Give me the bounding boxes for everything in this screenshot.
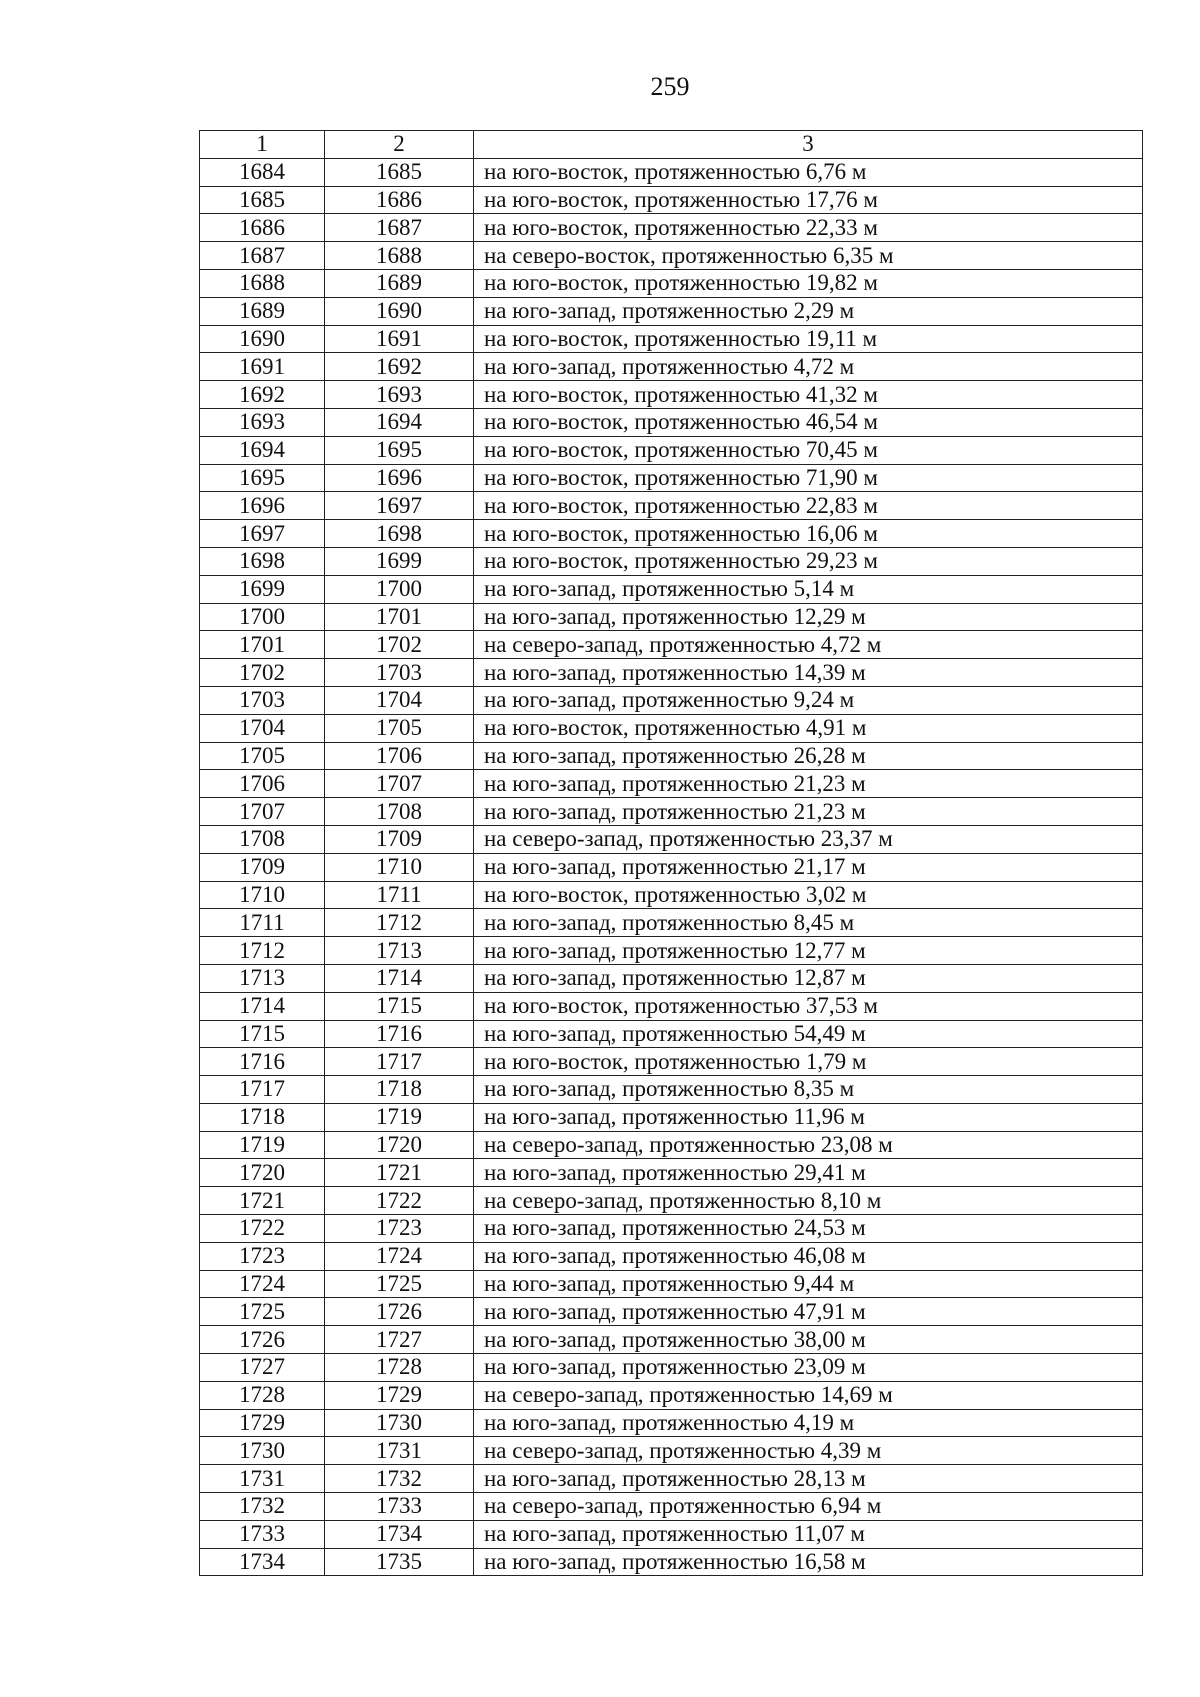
point-to-cell: 1732: [325, 1465, 474, 1493]
point-from-cell: 1714: [200, 992, 325, 1020]
point-from-cell: 1705: [200, 742, 325, 770]
point-to-cell: 1731: [325, 1437, 474, 1465]
table-row: [200, 1076, 1143, 1104]
description-cell: на северо-запад, протяженностью 23,08 м: [474, 1131, 1143, 1159]
table-row: [200, 1437, 1143, 1465]
point-from-cell: 1693: [200, 408, 325, 436]
table-row: [200, 381, 1143, 409]
table-row: [200, 325, 1143, 353]
table-row: [200, 1103, 1143, 1131]
point-to-cell: 1720: [325, 1131, 474, 1159]
point-to-cell: 1691: [325, 325, 474, 353]
description-cell: на юго-запад, протяженностью 21,17 м: [474, 853, 1143, 881]
table-row: [200, 1159, 1143, 1187]
point-to-cell: 1729: [325, 1381, 474, 1409]
point-from-cell: 1706: [200, 770, 325, 798]
description-cell: на юго-запад, протяженностью 12,77 м: [474, 937, 1143, 965]
table-row: [200, 269, 1143, 297]
point-from-cell: 1717: [200, 1076, 325, 1104]
point-from-cell: 1700: [200, 603, 325, 631]
point-from-cell: 1685: [200, 186, 325, 214]
table-row: [200, 1520, 1143, 1548]
description-cell: на юго-восток, протяженностью 71,90 м: [474, 464, 1143, 492]
description-cell: на юго-запад, протяженностью 5,14 м: [474, 575, 1143, 603]
table-row: [200, 659, 1143, 687]
point-to-cell: 1723: [325, 1215, 474, 1243]
point-from-cell: 1724: [200, 1270, 325, 1298]
description-cell: на юго-запад, протяженностью 12,29 м: [474, 603, 1143, 631]
description-cell: на северо-запад, протяженностью 8,10 м: [474, 1187, 1143, 1215]
point-to-cell: 1686: [325, 186, 474, 214]
description-cell: на юго-восток, протяженностью 22,83 м: [474, 492, 1143, 520]
point-from-cell: 1689: [200, 297, 325, 325]
table-row: [200, 1326, 1143, 1354]
point-to-cell: 1706: [325, 742, 474, 770]
description-cell: на юго-восток, протяженностью 22,33 м: [474, 214, 1143, 242]
point-from-cell: 1720: [200, 1159, 325, 1187]
description-cell: на юго-запад, протяженностью 28,13 м: [474, 1465, 1143, 1493]
description-cell: на юго-запад, протяженностью 8,45 м: [474, 909, 1143, 937]
point-to-cell: 1698: [325, 520, 474, 548]
point-to-cell: 1695: [325, 436, 474, 464]
column-header-2: 2: [325, 131, 474, 159]
point-to-cell: 1724: [325, 1242, 474, 1270]
point-to-cell: 1693: [325, 381, 474, 409]
description-cell: на юго-запад, протяженностью 47,91 м: [474, 1298, 1143, 1326]
description-cell: на юго-запад, протяженностью 9,44 м: [474, 1270, 1143, 1298]
table-row: [200, 575, 1143, 603]
description-cell: на юго-запад, протяженностью 54,49 м: [474, 1020, 1143, 1048]
description-cell: на юго-восток, протяженностью 19,82 м: [474, 269, 1143, 297]
point-to-cell: 1704: [325, 686, 474, 714]
point-from-cell: 1692: [200, 381, 325, 409]
point-to-cell: 1716: [325, 1020, 474, 1048]
table-row: [200, 464, 1143, 492]
point-to-cell: 1728: [325, 1354, 474, 1382]
point-to-cell: 1690: [325, 297, 474, 325]
point-to-cell: 1718: [325, 1076, 474, 1104]
point-from-cell: 1718: [200, 1103, 325, 1131]
point-to-cell: 1702: [325, 631, 474, 659]
table-row: [200, 297, 1143, 325]
point-from-cell: 1684: [200, 158, 325, 186]
description-cell: на юго-запад, протяженностью 2,29 м: [474, 297, 1143, 325]
description-cell: на юго-запад, протяженностью 11,96 м: [474, 1103, 1143, 1131]
table-row: [200, 1020, 1143, 1048]
point-to-cell: 1688: [325, 242, 474, 270]
page-number: 259: [650, 72, 690, 101]
point-from-cell: 1701: [200, 631, 325, 659]
point-to-cell: 1699: [325, 547, 474, 575]
point-from-cell: 1690: [200, 325, 325, 353]
table-row: [200, 1048, 1143, 1076]
point-from-cell: 1732: [200, 1493, 325, 1521]
point-from-cell: 1687: [200, 242, 325, 270]
point-from-cell: 1686: [200, 214, 325, 242]
description-cell: на юго-запад, протяженностью 46,08 м: [474, 1242, 1143, 1270]
table-row: [200, 353, 1143, 381]
column-header-1: 1: [200, 131, 325, 159]
description-cell: на северо-запад, протяженностью 4,72 м: [474, 631, 1143, 659]
description-cell: на юго-запад, протяженностью 9,24 м: [474, 686, 1143, 714]
table-row: [200, 881, 1143, 909]
description-cell: на юго-восток, протяженностью 41,32 м: [474, 381, 1143, 409]
table-row: [200, 547, 1143, 575]
point-from-cell: 1699: [200, 575, 325, 603]
table-row: [200, 214, 1143, 242]
point-from-cell: 1734: [200, 1548, 325, 1576]
description-cell: на юго-запад, протяженностью 26,28 м: [474, 742, 1143, 770]
description-cell: на юго-запад, протяженностью 29,41 м: [474, 1159, 1143, 1187]
point-from-cell: 1712: [200, 937, 325, 965]
point-to-cell: 1696: [325, 464, 474, 492]
point-to-cell: 1735: [325, 1548, 474, 1576]
point-to-cell: 1703: [325, 659, 474, 687]
description-cell: на северо-запад, протяженностью 6,94 м: [474, 1493, 1143, 1521]
point-from-cell: 1698: [200, 547, 325, 575]
table-row: [200, 686, 1143, 714]
description-cell: на северо-запад, протяженностью 4,39 м: [474, 1437, 1143, 1465]
point-from-cell: 1697: [200, 520, 325, 548]
table-row: [200, 631, 1143, 659]
point-to-cell: 1687: [325, 214, 474, 242]
description-cell: на юго-восток, протяженностью 19,11 м: [474, 325, 1143, 353]
table-row: [200, 492, 1143, 520]
point-to-cell: 1721: [325, 1159, 474, 1187]
table-row: [200, 742, 1143, 770]
description-cell: на северо-восток, протяженностью 6,35 м: [474, 242, 1143, 270]
description-cell: на северо-запад, протяженностью 14,69 м: [474, 1381, 1143, 1409]
point-from-cell: 1703: [200, 686, 325, 714]
point-from-cell: 1688: [200, 269, 325, 297]
point-to-cell: 1689: [325, 269, 474, 297]
point-from-cell: 1729: [200, 1409, 325, 1437]
description-cell: на юго-восток, протяженностью 6,76 м: [474, 158, 1143, 186]
point-to-cell: 1722: [325, 1187, 474, 1215]
point-from-cell: 1704: [200, 714, 325, 742]
table-row: [200, 436, 1143, 464]
point-from-cell: 1723: [200, 1242, 325, 1270]
point-from-cell: 1702: [200, 659, 325, 687]
table-row: [200, 937, 1143, 965]
point-from-cell: 1716: [200, 1048, 325, 1076]
point-to-cell: 1685: [325, 158, 474, 186]
table-body: [200, 158, 1143, 1576]
point-from-cell: 1727: [200, 1354, 325, 1382]
point-to-cell: 1694: [325, 408, 474, 436]
point-to-cell: 1726: [325, 1298, 474, 1326]
point-from-cell: 1722: [200, 1215, 325, 1243]
point-from-cell: 1695: [200, 464, 325, 492]
table-row: [200, 1465, 1143, 1493]
point-from-cell: 1719: [200, 1131, 325, 1159]
table-header-row: [200, 131, 1143, 159]
point-from-cell: 1709: [200, 853, 325, 881]
point-from-cell: 1707: [200, 798, 325, 826]
point-to-cell: 1717: [325, 1048, 474, 1076]
table-row: [200, 1131, 1143, 1159]
description-cell: на юго-восток, протяженностью 37,53 м: [474, 992, 1143, 1020]
description-cell: на юго-запад, протяженностью 21,23 м: [474, 798, 1143, 826]
point-to-cell: 1719: [325, 1103, 474, 1131]
point-to-cell: 1707: [325, 770, 474, 798]
point-from-cell: 1708: [200, 825, 325, 853]
table-row: [200, 825, 1143, 853]
column-header-3: 3: [474, 131, 1143, 159]
description-cell: на юго-запад, протяженностью 8,35 м: [474, 1076, 1143, 1104]
description-cell: на юго-запад, протяженностью 4,19 м: [474, 1409, 1143, 1437]
table-row: [200, 1381, 1143, 1409]
point-to-cell: 1710: [325, 853, 474, 881]
point-to-cell: 1727: [325, 1326, 474, 1354]
description-cell: на юго-запад, протяженностью 14,39 м: [474, 659, 1143, 687]
description-cell: на юго-запад, протяженностью 38,00 м: [474, 1326, 1143, 1354]
boundary-table: [199, 130, 1143, 1576]
point-to-cell: 1714: [325, 964, 474, 992]
description-cell: на северо-запад, протяженностью 23,37 м: [474, 825, 1143, 853]
point-to-cell: 1700: [325, 575, 474, 603]
point-from-cell: 1715: [200, 1020, 325, 1048]
point-from-cell: 1713: [200, 964, 325, 992]
description-cell: на юго-запад, протяженностью 24,53 м: [474, 1215, 1143, 1243]
point-to-cell: 1733: [325, 1493, 474, 1521]
description-cell: на юго-запад, протяженностью 16,58 м: [474, 1548, 1143, 1576]
description-cell: на юго-запад, протяженностью 21,23 м: [474, 770, 1143, 798]
table-row: [200, 1298, 1143, 1326]
description-cell: на юго-запад, протяженностью 11,07 м: [474, 1520, 1143, 1548]
description-cell: на юго-запад, протяженностью 12,87 м: [474, 964, 1143, 992]
table-row: [200, 408, 1143, 436]
table-row: [200, 1409, 1143, 1437]
table-row: [200, 992, 1143, 1020]
point-to-cell: 1725: [325, 1270, 474, 1298]
table-row: [200, 1354, 1143, 1382]
point-to-cell: 1734: [325, 1520, 474, 1548]
table-row: [200, 242, 1143, 270]
point-from-cell: 1711: [200, 909, 325, 937]
point-from-cell: 1725: [200, 1298, 325, 1326]
point-from-cell: 1721: [200, 1187, 325, 1215]
description-cell: на юго-восток, протяженностью 70,45 м: [474, 436, 1143, 464]
table-row: [200, 1215, 1143, 1243]
description-cell: на юго-восток, протяженностью 3,02 м: [474, 881, 1143, 909]
point-to-cell: 1697: [325, 492, 474, 520]
point-from-cell: 1710: [200, 881, 325, 909]
point-from-cell: 1728: [200, 1381, 325, 1409]
point-from-cell: 1694: [200, 436, 325, 464]
point-to-cell: 1701: [325, 603, 474, 631]
description-cell: на юго-восток, протяженностью 16,06 м: [474, 520, 1143, 548]
point-to-cell: 1709: [325, 825, 474, 853]
description-cell: на юго-восток, протяженностью 1,79 м: [474, 1048, 1143, 1076]
point-from-cell: 1726: [200, 1326, 325, 1354]
table-row: [200, 909, 1143, 937]
point-to-cell: 1711: [325, 881, 474, 909]
table-row: [200, 853, 1143, 881]
point-from-cell: 1731: [200, 1465, 325, 1493]
point-to-cell: 1692: [325, 353, 474, 381]
description-cell: на юго-запад, протяженностью 4,72 м: [474, 353, 1143, 381]
table-row: [200, 1242, 1143, 1270]
description-cell: на юго-восток, протяженностью 29,23 м: [474, 547, 1143, 575]
point-to-cell: 1705: [325, 714, 474, 742]
description-cell: на юго-запад, протяженностью 23,09 м: [474, 1354, 1143, 1382]
table-row: [200, 770, 1143, 798]
description-cell: на юго-восток, протяженностью 46,54 м: [474, 408, 1143, 436]
point-to-cell: 1715: [325, 992, 474, 1020]
point-to-cell: 1708: [325, 798, 474, 826]
point-from-cell: 1696: [200, 492, 325, 520]
description-cell: на юго-восток, протяженностью 17,76 м: [474, 186, 1143, 214]
table-row: [200, 964, 1143, 992]
table-row: [200, 1493, 1143, 1521]
point-from-cell: 1691: [200, 353, 325, 381]
table-row: [200, 1187, 1143, 1215]
point-to-cell: 1713: [325, 937, 474, 965]
point-to-cell: 1712: [325, 909, 474, 937]
table-row: [200, 1548, 1143, 1576]
table-row: [200, 520, 1143, 548]
description-cell: на юго-восток, протяженностью 4,91 м: [474, 714, 1143, 742]
table-row: [200, 158, 1143, 186]
table-row: [200, 603, 1143, 631]
table-row: [200, 186, 1143, 214]
table-row: [200, 1270, 1143, 1298]
table-row: [200, 798, 1143, 826]
point-from-cell: 1733: [200, 1520, 325, 1548]
point-to-cell: 1730: [325, 1409, 474, 1437]
table-row: [200, 714, 1143, 742]
point-from-cell: 1730: [200, 1437, 325, 1465]
